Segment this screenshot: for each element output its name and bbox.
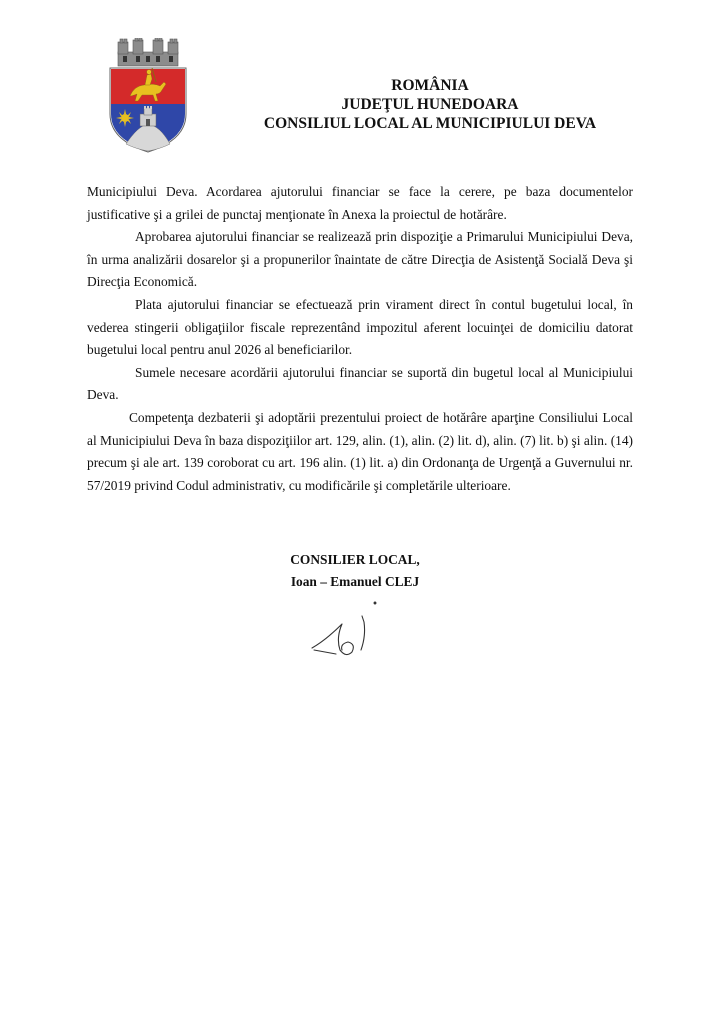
signatory-name: Ioan – Emanuel CLEJ	[290, 574, 420, 589]
paragraph-payment: Plata ajutorului financiar se efectuează prin virament direct în contul bugetului local, în vederea stingerii obligaţiilor fiscale reprezentând impozitul aferent locuinţei de domiciliu datorat bugetului local pentru anul 2026 al beneficiarilor.	[87, 296, 633, 358]
paragraph-competence: Competenţa dezbaterii şi adoptării prezentului proiect de hotărâre aparţine Consiliului Local al Municipiului Deva în baza dispoziţiilor art. 129, alin. (1), alin. (2) lit. d), alin. (7) lit. b) şi alin. (14) precum şi ale art. 139 coroborat cu art. 196 alin. (1) lit. a) din Ordonanţa de Urgenţă a Guvernului nr. 57/2019 privind Codul administrativ, cu modificările şi completările ulterioare.	[87, 409, 633, 493]
coat-of-arms-icon	[104, 38, 192, 154]
signature-block	[220, 549, 490, 593]
signatory-title: CONSILIER LOCAL,	[290, 552, 420, 567]
handwritten-signature-icon	[306, 598, 396, 664]
document-body	[87, 181, 633, 497]
header-country: ROMÂNIA	[391, 77, 469, 94]
header-county: JUDEŢUL HUNEDOARA	[341, 96, 519, 113]
paragraph-approval: Aprobarea ajutorului financiar se realizează prin dispoziţie a Primarului Municipiului Deva, în urma analizării dosarelor şi a propunerilor înaintate de către Direcţia de Asistenţă Socială Deva şi Direcţia Economică.	[87, 229, 633, 290]
header-council: CONSILIUL LOCAL AL MUNICIPIULUI DEVA	[263, 115, 597, 132]
paragraph-funding: Sumele necesare acordării ajutorului financiar se suportă din bugetul local al Municipiului Deva.	[87, 364, 633, 403]
document-header	[230, 76, 630, 133]
paragraph-continuation: Municipiului Deva. Acordarea ajutorului financiar se face la cerere, pe baza documentelor justificative şi a grilei de punctaj menţionate în Anexa la proiectul de hotărâre.	[87, 184, 633, 222]
